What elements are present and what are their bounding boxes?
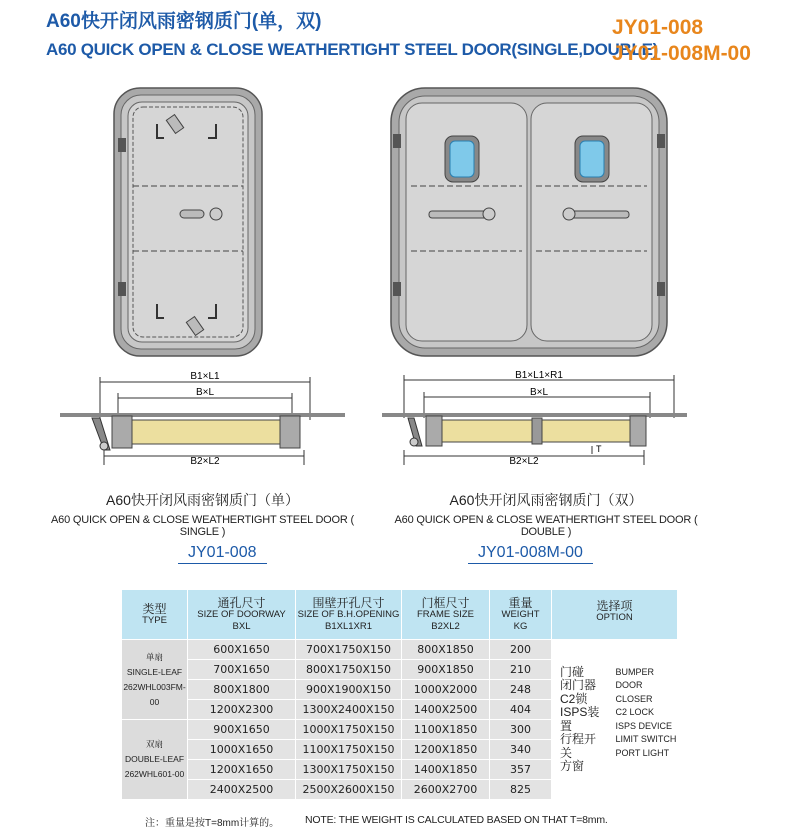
table-cell: 1200X1850 [402, 740, 490, 760]
table-cell: 600X1650 [188, 640, 296, 660]
header-frame [402, 590, 490, 640]
double-dim-mid: B×L [529, 387, 549, 398]
type-cell-single [122, 640, 188, 720]
text-line: KG [513, 620, 528, 632]
header-doorway [188, 590, 296, 640]
table-cell: 1200X2300 [188, 700, 296, 720]
table-cell: 900X1650 [188, 720, 296, 740]
table-cell: 800X1750X150 [296, 660, 402, 680]
text-line: 262WHL003FM-00 [123, 681, 186, 707]
single-door-section-view [60, 370, 345, 470]
title-en: A60 QUICK OPEN & CLOSE WEATHERTIGHT STEEL DOOR(SINGLE,DOUBLE) [46, 40, 658, 59]
text-line: ISPS装置 [560, 705, 600, 733]
text-line: BXL [232, 620, 251, 632]
double-caption-cn: A60快开闭风雨密钢质门（双） [449, 492, 643, 508]
table-header-row [122, 590, 678, 640]
text-line: 门框尺寸 [421, 595, 470, 610]
text-line: SIZE OF B.H.OPENING [297, 608, 400, 620]
text-line: BUMPER [615, 666, 655, 677]
title-cn: A60快开闭风雨密钢质门(单，双) [46, 11, 322, 32]
text-line: C2锁 [560, 691, 588, 706]
text-line: B1XL1XR1 [324, 620, 372, 632]
table-cell: 800X1800 [188, 680, 296, 700]
text-line: 单扇 [145, 651, 163, 662]
text-line: WEIGHT [501, 608, 540, 620]
table-cell: 210 [490, 660, 552, 680]
text-line: 262WHL601-00 [124, 769, 185, 779]
text-line: 类型 [142, 601, 167, 616]
table-cell: 1300X2400X150 [296, 700, 402, 720]
product-code-double: JY01-008M-00 [612, 42, 751, 65]
double-dim-t: T [596, 444, 602, 454]
single-caption [40, 490, 365, 538]
table-cell: 200 [490, 640, 552, 660]
double-dim-top: B1×L1×R1 [515, 370, 563, 381]
single-dim-mid: B×L [195, 387, 215, 398]
text-line: 行程开关 [560, 732, 597, 760]
text-line: DOOR CLOSER [615, 680, 653, 704]
double-door-section-view [382, 370, 687, 470]
table-cell: 1400X2500 [402, 700, 490, 720]
text-line: PORT LIGHT [615, 747, 670, 758]
table-cell: 404 [490, 700, 552, 720]
text-line: TYPE [142, 614, 167, 626]
table-cell: 2500X2600X150 [296, 780, 402, 800]
header-weight [490, 590, 552, 640]
double-caption-en: A60 QUICK OPEN & CLOSE WEATHERTIGHT STEEL DOOR ( DOUBLE ) [394, 514, 698, 538]
text-line: SINGLE-LEAF [126, 666, 183, 677]
note-cn: 注：重量是按T=8mm计算的。 [145, 818, 280, 829]
table-cell: 2400X2500 [188, 780, 296, 800]
double-door-front-view [389, 86, 669, 358]
table-cell: 900X1850 [402, 660, 490, 680]
table-cell: 800X1850 [402, 640, 490, 660]
text-line: 选择项 [596, 599, 633, 613]
text-line: SIZE OF DOORWAY [197, 608, 286, 620]
spec-table [121, 589, 678, 800]
note-en: NOTE: THE WEIGHT IS CALCULATED BASED ON THAT T=8mm. [305, 814, 608, 826]
double-dim-bottom: B2×L2 [509, 456, 539, 467]
text-line: 重量 [508, 595, 533, 610]
table-cell: 1400X1850 [402, 760, 490, 780]
table-cell: 1200X1650 [188, 760, 296, 780]
table-cell: 1300X1750X150 [296, 760, 402, 780]
header-option [552, 590, 678, 640]
table-cell: 1000X1650 [188, 740, 296, 760]
table-cell: 700X1750X150 [296, 640, 402, 660]
table-cell: 340 [490, 740, 552, 760]
text-line: FRAME SIZE [416, 608, 474, 620]
single-model-code: JY01-008 [178, 544, 267, 564]
text-line: C2 LOCK [615, 707, 655, 717]
single-door-front-view [112, 86, 264, 358]
single-caption-en: A60 QUICK OPEN & CLOSE WEATHERTIGHT STEEL DOOR ( SINGLE ) [51, 514, 354, 538]
options-cell [552, 640, 678, 800]
single-dim-bottom: B2×L2 [190, 456, 220, 467]
table-cell: 2600X2700 [402, 780, 490, 800]
table-cell: 357 [490, 760, 552, 780]
options-cn-list [560, 666, 608, 774]
text-line: 围壁开孔尺寸 [312, 595, 385, 610]
table-cell: 1000X1750X150 [296, 720, 402, 740]
options-en-list [616, 666, 678, 774]
table-cell: 825 [490, 780, 552, 800]
type-cell-double [122, 720, 188, 800]
table-cell: 248 [490, 680, 552, 700]
text-line: LIMIT SWITCH [615, 734, 677, 744]
table-cell: 700X1650 [188, 660, 296, 680]
table-cell: 900X1900X150 [296, 680, 402, 700]
text-line: B2XL2 [431, 620, 460, 632]
text-line: 双扇 [145, 739, 163, 749]
single-caption-cn: A60快开闭风雨密钢质门（单） [106, 492, 299, 508]
single-dim-top: B1×L1 [190, 371, 220, 382]
text-line: DOUBLE-LEAF [124, 754, 185, 764]
table-cell: 1100X1750X150 [296, 740, 402, 760]
table-cell: 300 [490, 720, 552, 740]
double-model-code: JY01-008M-00 [468, 544, 593, 564]
text-line: 通孔尺寸 [217, 595, 266, 610]
table-row [122, 640, 678, 660]
text-line: 闭门器 [560, 678, 597, 692]
product-code-single: JY01-008 [612, 16, 704, 39]
text-line: OPTION [596, 612, 633, 623]
text-line: ISPS DEVICE [615, 720, 673, 731]
text-line: 门碰 [560, 664, 585, 679]
table-cell: 1100X1850 [402, 720, 490, 740]
double-caption [386, 490, 706, 538]
text-line: 方窗 [560, 759, 585, 773]
header-opening [296, 590, 402, 640]
table-cell: 1000X2000 [402, 680, 490, 700]
header-type [122, 590, 188, 640]
